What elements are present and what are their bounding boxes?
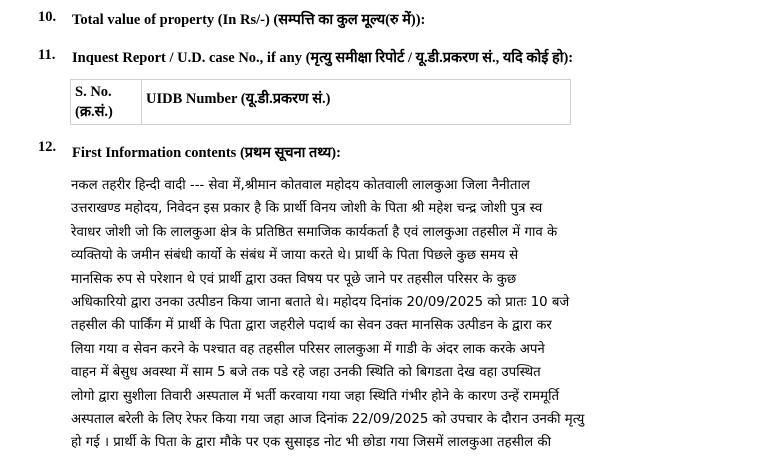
- sno-header-line2: (क्र.सं.): [75, 104, 113, 120]
- uidb-header-cell: UIDB Number (यू.डी.प्रकरण सं.): [142, 80, 571, 125]
- first-information-text: [71, 174, 726, 455]
- sno-header-line1: S. No.: [75, 84, 112, 100]
- section-12-title: First Information contents (प्रथम सूचना तथ्य):: [72, 145, 341, 161]
- text-line: मानसिक रुप से परेशान थे एवं प्रार्थी द्वारा उक्त विषय पर पूछे जाने पर तहसील परिसर के कुछ: [71, 271, 517, 287]
- text-line: रेवाधर जोशी जो कि लालकुआ क्षेत्र के प्रतिष्ठित समाजिक कार्यकर्ता है एवं लालकुआ तहसील में गाव के: [71, 224, 558, 240]
- uidb-table: [70, 79, 571, 125]
- section-12-number: 12.: [38, 139, 57, 155]
- table-row: [71, 80, 571, 125]
- section-10-number: 10.: [38, 9, 57, 25]
- text-line: लिया गया व सेवन करने के पश्चात वह तहसील परिसर लालकुआ में गाडी के अंदर लाक करके अपने: [71, 341, 545, 357]
- section-10-title: Total value of property (In Rs/-) (सम्पत्ति का कुल मूल्य(रु में)):: [72, 12, 426, 28]
- section-11-number: 11.: [38, 47, 56, 63]
- text-line: अस्पताल बरेली के लिए रेफर किया गया जहा आज दिनांक 22/09/2025 को उपचार के दौरान उनकी मृत्यु: [71, 412, 585, 428]
- sno-header-cell: [71, 80, 142, 125]
- text-line: लोगो द्वारा सुशीला तिवारी अस्पताल में भर्ती करवाया गया जहा स्थिति गंभीर होने के कारण उन्हें राममूर्ति: [71, 388, 560, 404]
- text-line: वाहन में बेसुध अवस्था में साम 5 बजे तक पडे रहे जहा उनकी स्थिति को बिगडता देख वहा उपस्थित: [71, 365, 541, 381]
- text-line: नकल तहरीर हिन्दी वादी --- सेवा में,श्रीमान कोतवाल महोदय कोतवाली लालकुआ जिला नैनीताल: [71, 178, 530, 193]
- text-line: अधिकारियो द्वारा उनका उत्पीडन किया जाना बताते थे। महोदय दिनांक 20/09/2025 को प्रातः 10 बजे: [71, 295, 570, 311]
- section-11-title: Inquest Report / U.D. case No., if any (मृत्यु समीक्षा रिपोर्ट / यू.डी.प्रकरण सं., यदि कोई हो):: [72, 50, 574, 66]
- text-line: उत्तराखण्ड महोदय, निवेदन इस प्रकार है कि प्रार्थी विनय जोशी के पिता श्री महेश चन्द्र जोशी पुत्र स्व: [71, 201, 543, 217]
- text-line: व्यक्तियो के जमीन संबंधी कार्यो के संबंध में जाया करते थे। प्रार्थी के पिता पिछले कुछ समय से: [71, 248, 519, 264]
- text-line: हो गई । प्रार्थी के पिता के द्वारा मौके पर एक सुसाइड नोट भी छोडा गया जिसमें लालकुआ तहसील की: [71, 435, 552, 451]
- text-line: तहसील की पार्किंग में प्रार्थी के पिता द्वारा जहरीले पदार्थ का सेवन उक्त मानसिक उत्पीडन के द्वारा कर: [71, 318, 552, 334]
